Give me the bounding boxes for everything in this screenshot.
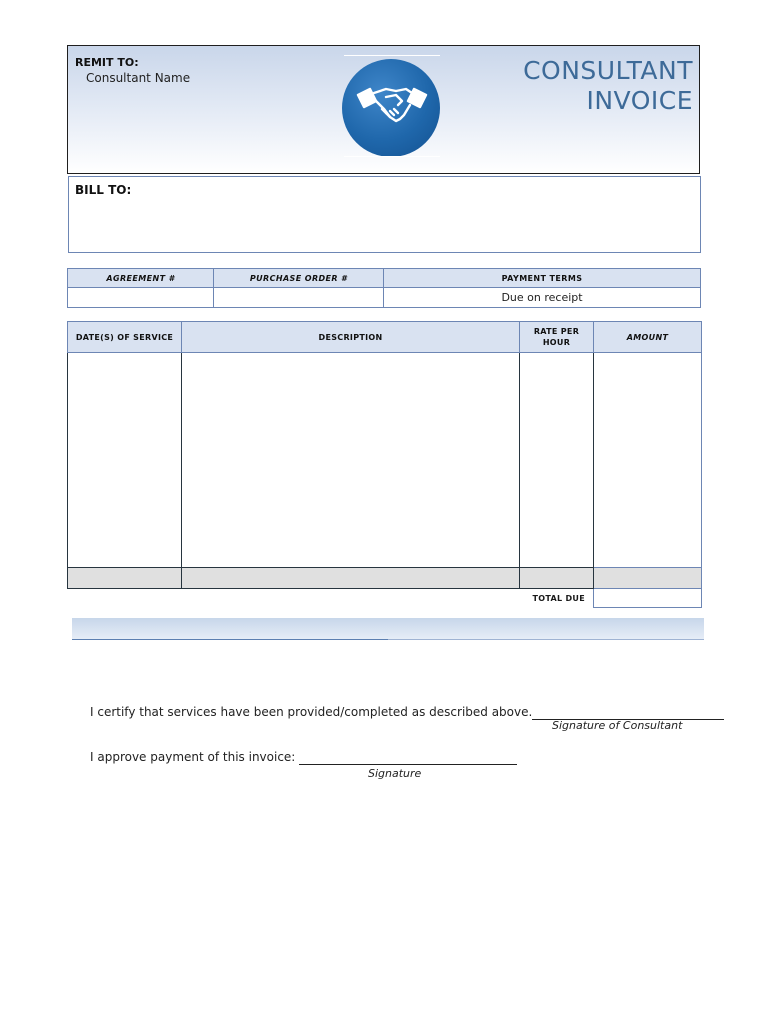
agreement-header: AGREEMENT # xyxy=(68,269,214,288)
logo-bottom-rule xyxy=(344,156,440,157)
services-table xyxy=(67,321,702,608)
terms-table xyxy=(67,268,701,308)
logo-top-rule xyxy=(344,55,440,56)
certify-text: I certify that services have been provided/completed as described above. xyxy=(90,705,533,719)
total-spacer-1 xyxy=(68,589,182,608)
approver-signature-caption: Signature xyxy=(368,767,422,780)
subtotal-cell-amount xyxy=(594,568,702,589)
purchase-order-cell[interactable] xyxy=(214,288,384,308)
payment-terms-cell[interactable]: Due on receipt xyxy=(384,288,701,308)
consultant-signature-line[interactable] xyxy=(532,705,724,720)
description-cell[interactable] xyxy=(182,353,520,568)
purchase-order-header: PURCHASE ORDER # xyxy=(214,269,384,288)
footer-band-rule xyxy=(72,639,388,640)
rate-per-hour-cell[interactable] xyxy=(520,353,594,568)
subtotal-row xyxy=(68,568,702,589)
amount-cell[interactable] xyxy=(594,353,702,568)
subtotal-cell-rate xyxy=(520,568,594,589)
subtotal-cell-dates xyxy=(68,568,182,589)
total-row xyxy=(68,589,702,608)
agreement-cell[interactable] xyxy=(68,288,214,308)
rate-per-hour-header: RATE PER HOUR xyxy=(520,322,594,353)
consultant-signature-caption: Signature of Consultant xyxy=(552,719,683,732)
certify-line xyxy=(90,705,724,720)
subtotal-cell-description xyxy=(182,568,520,589)
approve-line xyxy=(90,750,517,765)
payment-terms-header: PAYMENT TERMS xyxy=(384,269,701,288)
dates-of-service-cell[interactable] xyxy=(68,353,182,568)
handshake-icon xyxy=(342,59,440,157)
amount-header: AMOUNT xyxy=(594,322,702,353)
remit-to-label: REMIT TO: xyxy=(75,56,139,69)
approve-text: I approve payment of this invoice: xyxy=(90,750,300,764)
dates-of-service-header: DATE(S) OF SERVICE xyxy=(68,322,182,353)
total-due-value[interactable] xyxy=(594,589,702,608)
invoice-title xyxy=(523,56,693,116)
footer-band xyxy=(72,618,704,640)
approver-signature-line[interactable] xyxy=(299,750,517,765)
total-due-label: TOTAL DUE xyxy=(532,593,585,603)
invoice-header xyxy=(67,45,700,174)
title-line-consultant: CONSULTANT xyxy=(523,56,693,85)
handshake-glyph xyxy=(356,83,428,129)
service-line-area xyxy=(68,353,702,568)
consultant-name: Consultant Name xyxy=(86,71,191,85)
bill-to-label: BILL TO: xyxy=(75,183,132,197)
total-spacer-2 xyxy=(182,589,520,608)
bill-to-box[interactable] xyxy=(68,176,701,253)
title-line-invoice: INVOICE xyxy=(586,86,693,115)
description-header: DESCRIPTION xyxy=(182,322,520,353)
